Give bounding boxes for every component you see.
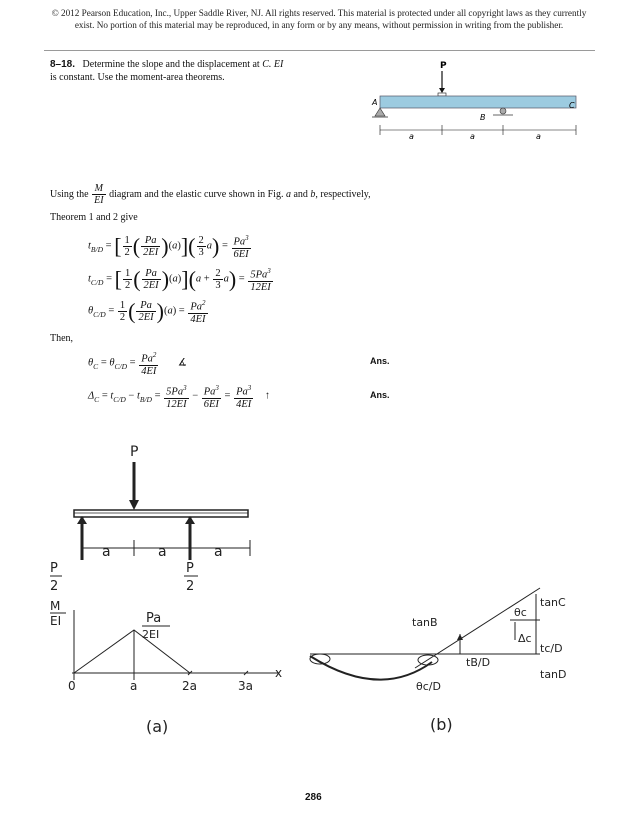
eq1-sub: B/D bbox=[90, 244, 104, 254]
sketch-a-tick-0: 0 bbox=[68, 679, 76, 693]
sketch-b-theta-c-d: θc/D bbox=[416, 680, 441, 693]
sketch-a-peak-num: Pa bbox=[146, 611, 162, 626]
roller-support-b bbox=[500, 108, 506, 114]
point-b: B bbox=[480, 113, 486, 122]
up-arrow-icon: ↑ bbox=[264, 390, 271, 402]
sketch-a-tick-2: 2a bbox=[182, 679, 197, 693]
answer-label-1: Ans. bbox=[370, 356, 390, 366]
intro-frac-den: EI bbox=[94, 195, 104, 206]
problem-point: C. EI bbox=[262, 59, 284, 70]
sketch-a-reaction-left-num: P bbox=[50, 561, 58, 576]
eq5-lhs: Δ bbox=[88, 390, 95, 402]
eq1-lhs: t bbox=[88, 240, 91, 252]
sketch-a-tick-3: 3a bbox=[238, 679, 253, 693]
sketch-b-tan-c: tanC bbox=[540, 596, 566, 609]
intro-frac-num: M bbox=[94, 183, 103, 194]
sketch-a-span-1: a bbox=[102, 544, 111, 560]
equation-t-c-d: $t_{C/D}$ = [ $\frac{1}{2}$ ( $\frac{Pa}{2EI}$ )(a)](a + $\frac{2}{3}$ a) = $\frac{5Pa^3}{12EI}$ bbox=[88, 266, 271, 293]
intro-text-d: , respectively, bbox=[315, 188, 371, 200]
sketch-a-tick-1: a bbox=[130, 679, 138, 693]
sketch-a-axis-num: M bbox=[50, 599, 61, 613]
sketch-a-load: P bbox=[130, 444, 139, 460]
sketch-b-caption: (b) bbox=[430, 715, 453, 734]
beam-figure bbox=[360, 58, 600, 148]
span-label-1: a bbox=[409, 132, 414, 141]
eq4-lhs: θ bbox=[88, 357, 94, 369]
copyright-line-1: © 2012 Pearson Education, Inc., Upper Saddle River, NJ. All rights reserved. This material is protected under all copyright laws as they currently bbox=[51, 8, 587, 18]
sketch-a-moment-diagram bbox=[74, 630, 190, 673]
problem-statement bbox=[50, 58, 340, 84]
copyright-notice bbox=[30, 7, 608, 31]
equation-delta-c: $\Delta_C = t_{C/D} - t_{B/D}$ = $\frac{5Pa^3}{12EI}$ − $\frac{Pa^3}{6EI}$ = $\frac{Pa^3}{4EI}$ ↑ bbox=[88, 384, 271, 410]
angle-symbol: ∡ bbox=[177, 357, 188, 369]
point-a: A bbox=[372, 98, 378, 107]
span-label-3: a bbox=[536, 132, 541, 141]
span-label-2: a bbox=[470, 132, 475, 141]
sketch-b-elastic-curve bbox=[310, 656, 432, 680]
sketch-a-span-3: a bbox=[214, 544, 223, 560]
answer-label-2: Ans. bbox=[370, 390, 390, 400]
page-number: 286 bbox=[305, 792, 322, 803]
eq3-sub: C/D bbox=[93, 309, 106, 319]
sketch-b-t-b-d: tB/D bbox=[466, 656, 491, 669]
sketch-b-tan-d: tanD bbox=[540, 668, 567, 681]
sketch-a-peak-den: 2EI bbox=[142, 628, 160, 641]
eq4-sub: C bbox=[93, 361, 99, 371]
sketch-a-reaction-right-num: P bbox=[186, 561, 194, 576]
beam bbox=[380, 96, 576, 108]
sketch-a-axis-x: x bbox=[275, 666, 283, 680]
intro-text-c: and bbox=[293, 188, 308, 200]
equation-theta-c: $\theta_C = \theta_{C/D}$ = $\frac{Pa^2}{4EI}$ ∡ bbox=[88, 351, 188, 377]
sketch-a-span-2: a bbox=[158, 544, 167, 560]
eq5-sub: C bbox=[94, 394, 100, 404]
sketch-b-theta-c: θc bbox=[514, 606, 527, 619]
intro-fig-b: b bbox=[310, 188, 316, 200]
sketch-b-delta-c: Δc bbox=[518, 632, 532, 645]
eq3-lhs: θ bbox=[88, 305, 94, 317]
eq2-lhs: t bbox=[88, 273, 91, 285]
point-c: C bbox=[569, 101, 575, 110]
sketch-a-axis-den: EI bbox=[50, 614, 62, 628]
then-line: Then, bbox=[50, 333, 74, 344]
eq2-sub: C/D bbox=[90, 277, 104, 287]
solution-intro bbox=[50, 183, 371, 206]
intro-text-b: diagram and the elastic curve shown in Fig. bbox=[109, 188, 284, 200]
problem-text-b: is constant. Use the moment-area theorems. bbox=[50, 72, 225, 83]
pin-support-a bbox=[375, 108, 385, 116]
intro-fig-a: a bbox=[285, 188, 291, 200]
sketch-a-reaction-left-den: 2 bbox=[50, 579, 59, 594]
sketch-a-beam bbox=[74, 510, 248, 517]
sketch-a-caption: (a) bbox=[146, 717, 169, 736]
m-over-ei-fraction bbox=[92, 183, 105, 206]
sketch-a-reaction-right-den: 2 bbox=[186, 579, 195, 594]
problem-text-a: Determine the slope and the displacement at bbox=[82, 59, 260, 70]
equation-t-b-d: $t_{B/D}$ = [ $\frac{1}{2}$ ( $\frac{Pa}{2EI}$ )(a)]( $\frac{2}{3}$ a) = $\frac{Pa^3}{6EI}$ bbox=[88, 233, 249, 260]
sketch-b-tan-b: tanB bbox=[412, 616, 438, 629]
equation-theta-c-d: $\theta_{C/D}$ = $\frac{1}{2}$ ( $\frac{Pa}{2EI}$ )(a) = $\frac{Pa^2}{4EI}$ bbox=[88, 298, 206, 325]
copyright-line-2: exist. No portion of this material may be reproduced, in any form or by any means, without permission in writing from the publisher. bbox=[74, 20, 564, 30]
intro-text-a: Using the bbox=[50, 188, 89, 200]
sketch-b-t-c-d: tc/D bbox=[540, 642, 563, 655]
theorem-line: Theorem 1 and 2 give bbox=[50, 212, 138, 223]
sketch-b bbox=[300, 580, 600, 740]
problem-number: 8–18. bbox=[50, 59, 76, 70]
load-label: P bbox=[440, 61, 447, 71]
sketch-a bbox=[50, 440, 300, 740]
